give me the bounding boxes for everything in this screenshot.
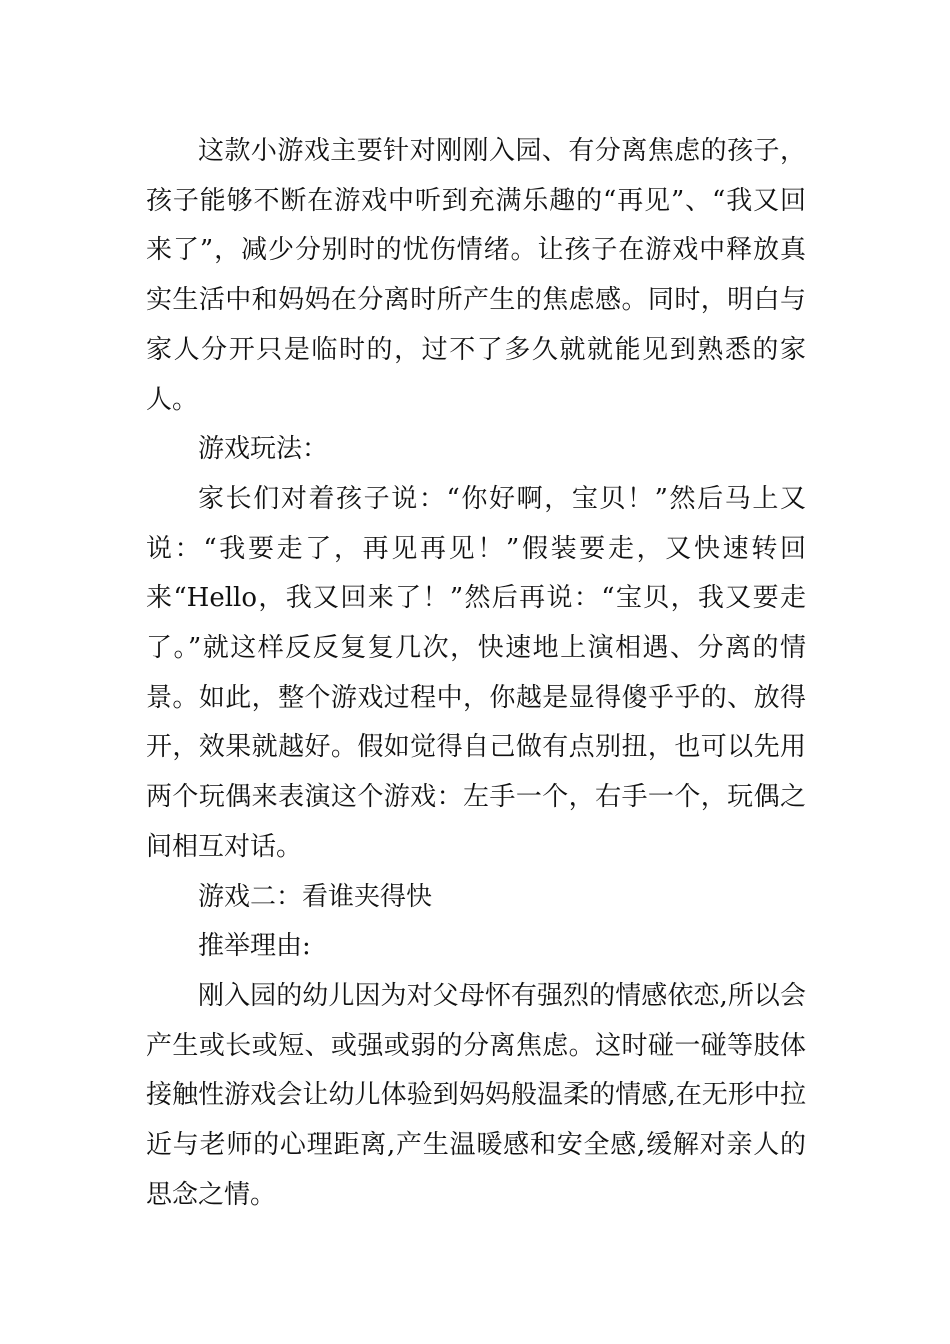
document-body — [146, 127, 806, 1220]
intro-paragraph: 这款小游戏主要针对刚刚入园、有分离焦虑的孩子，孩子能够不断在游戏中听到充满乐趣的“再见”、“我又回来了”，减少分别时的忧伤情绪。让孩子在游戏中释放真实生活中和妈妈在分离时所产生的焦虑感。同时，明白与家人分开只是临时的，过不了多久就就能见到熟悉的家人。 — [146, 136, 806, 415]
section-heading-game-two: 游戏二：看谁夹得快 — [198, 881, 433, 912]
section-heading-reason: 推举理由: — [198, 931, 311, 962]
section-heading-gameplay: 游戏玩法： — [198, 434, 329, 465]
gameplay-paragraph: 家长们对着孩子说：“你好啊，宝贝！”然后马上又说：“我要走了，再见再见！”假装要走，又快速转回来“Hello，我又回来了！”然后再说：“宝贝，我又要走了。”就这样反反复复几次，快速地上演相遇、分离的情景。如此，整个游戏过程中，你越是显得傻乎乎的、放得开，效果就越好。假如觉得自己做有点别扭，也可以先用两个玩偶来表演这个游戏：左手一个，右手一个，玩偶之间相互对话。 — [146, 483, 806, 862]
reason-paragraph: 刚入园的幼儿因为对父母怀有强烈的情感依恋,所以会产生或长或短、或强或弱的分离焦虑。这时碰一碰等肢体接触性游戏会让幼儿体验到妈妈般温柔的情感,在无形中拉近与老师的心理距离,产生温暖感和安全感,缓解对亲人的思念之情。 — [146, 980, 806, 1210]
